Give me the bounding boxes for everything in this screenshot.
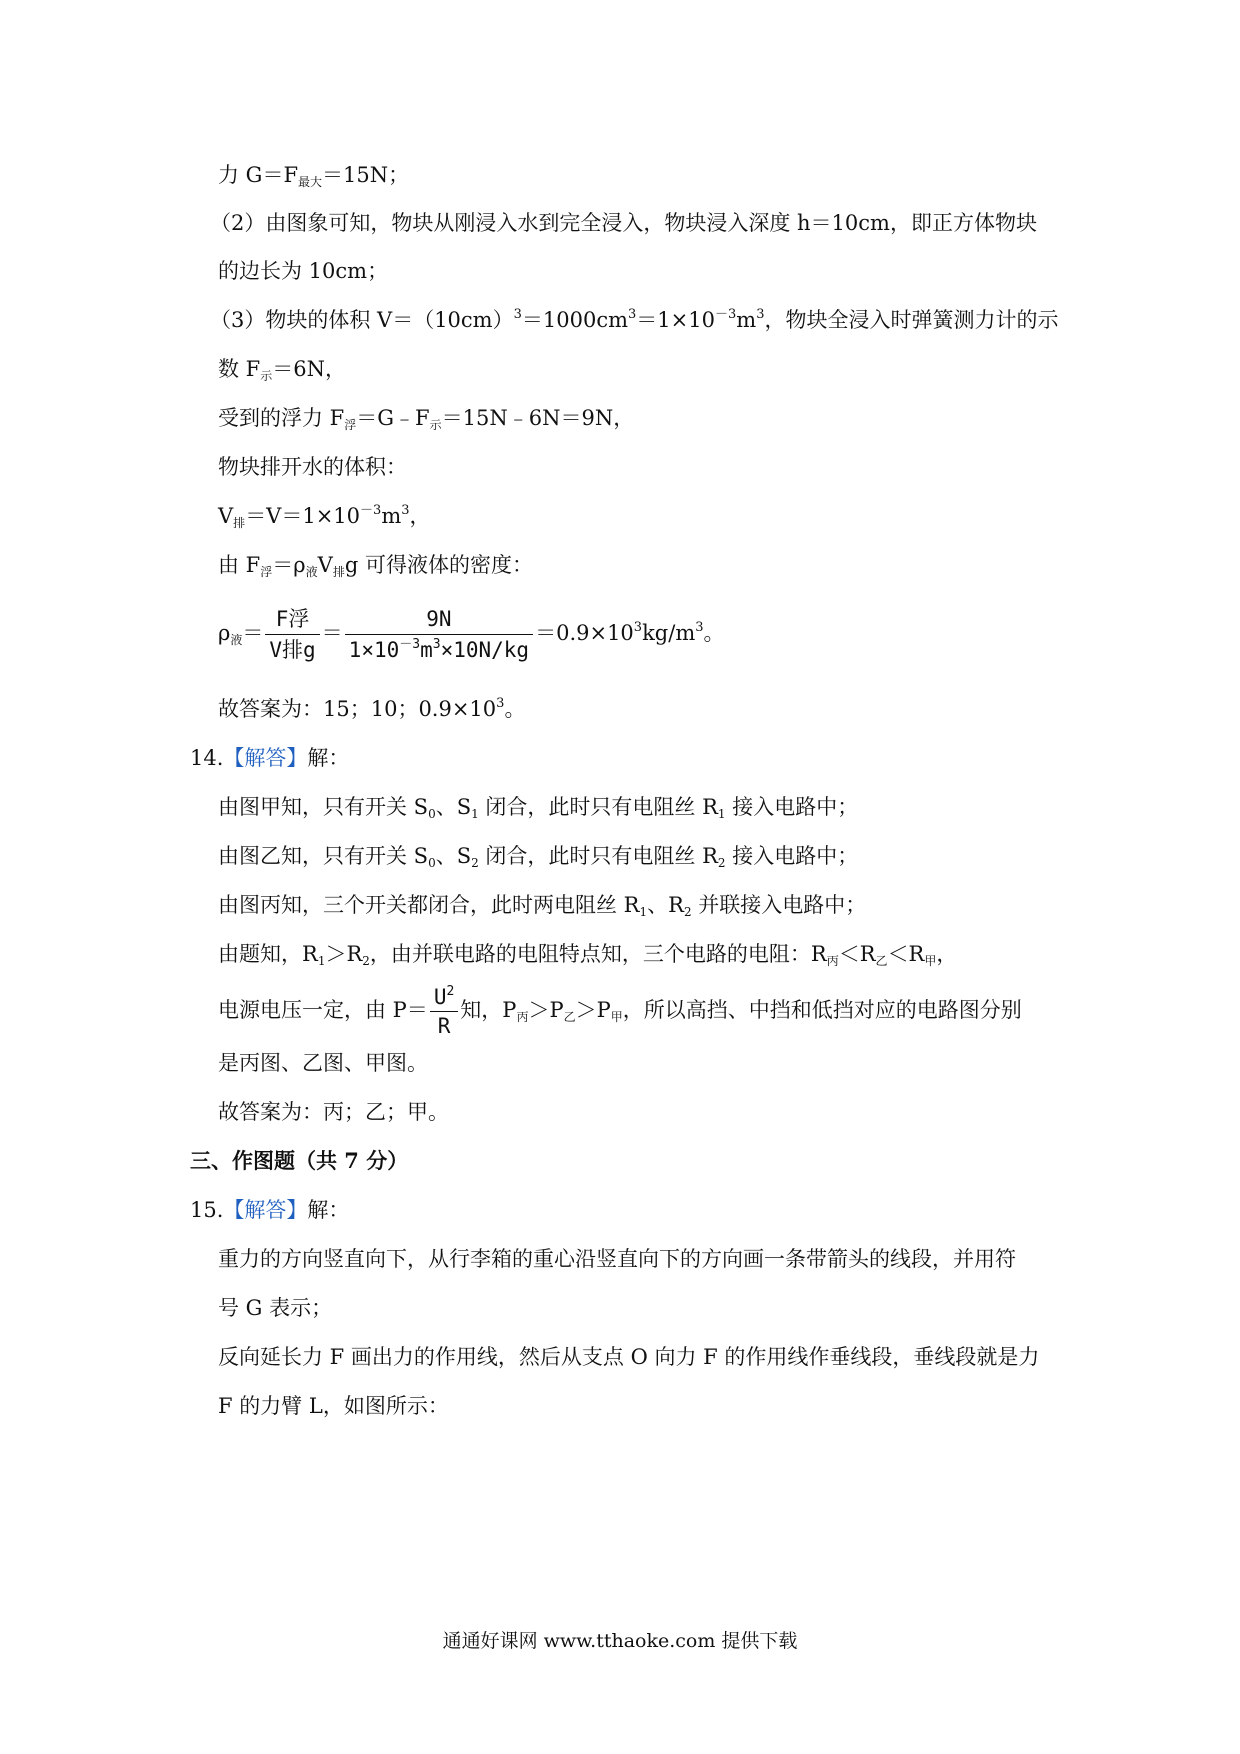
subscript: 示 <box>260 369 273 383</box>
subscript: 0 <box>428 807 436 821</box>
text: 由图丙知，三个开关都闭合，此时两电阻丝 R <box>218 893 640 917</box>
superscript: 3 <box>633 620 643 635</box>
subscript: 1 <box>317 954 326 968</box>
text: ＝6N， <box>272 357 347 381</box>
superscript: 3 <box>628 307 637 322</box>
numerator: F浮 <box>265 604 319 635</box>
text: ＝ <box>321 621 343 645</box>
text-line: （2）由图象可知，物块从刚浸入水到完全浸入，物块浸入深度 h＝10cm，即正方体物块 <box>210 211 1037 235</box>
subscript: 乙 <box>563 1010 576 1024</box>
subscript: 示 <box>429 418 442 432</box>
text: ＝ρ <box>272 553 306 577</box>
answer-tag: 【解答】 <box>223 1198 308 1222</box>
superscript: 3 <box>432 637 441 652</box>
fraction-power <box>430 983 458 1040</box>
fraction-values <box>345 604 533 665</box>
text: 故答案为：15；10；0.9×10 <box>218 697 497 721</box>
text-line: 是丙图、乙图、甲图。 <box>218 1051 428 1075</box>
subscript: 液 <box>230 633 243 647</box>
text-line: F 的力臂 L，如图所示： <box>218 1394 449 1418</box>
text-line <box>218 890 866 927</box>
text: ，所以高挡、中挡和低挡对应的电路图分别 <box>622 998 1022 1022</box>
text: 、S <box>435 795 472 819</box>
text-line <box>218 354 346 391</box>
subscript: 浮 <box>344 418 357 432</box>
denominator: V排g <box>269 638 316 662</box>
text: ＞P <box>575 998 611 1022</box>
subscript: 2 <box>471 856 479 870</box>
text: ， <box>936 942 958 966</box>
text-line: 重力的方向竖直向下，从行李箱的重心沿竖直向下的方向画一条带箭头的线段，并用符 <box>218 1247 1016 1271</box>
subscript: 丙 <box>826 954 839 968</box>
text: g 可得液体的密度： <box>344 553 533 577</box>
superscript: －3 <box>714 307 737 322</box>
text: ，由并联电路的电阻特点知，三个电路的电阻：R <box>369 942 827 966</box>
superscript: 3 <box>496 696 505 711</box>
text: 力 G＝F <box>218 163 299 187</box>
denominator: R <box>437 1014 451 1038</box>
text: ，物块全浸入时弹簧测力计的示 <box>764 308 1059 332</box>
text: 闭合，此时只有电阻丝 R <box>478 844 718 868</box>
denominator <box>345 635 533 665</box>
subscript: 甲 <box>610 1010 623 1024</box>
subscript: 1 <box>471 807 479 821</box>
text: 。 <box>504 697 526 721</box>
text: 电源电压一定，由 P＝ <box>218 998 428 1022</box>
formula-line <box>218 597 725 676</box>
text-line: 号 G 表示； <box>218 1296 333 1320</box>
question-15-heading <box>190 1195 349 1225</box>
superscript: －3 <box>360 503 382 518</box>
text: m <box>736 308 757 332</box>
text: 接入电路中； <box>725 795 859 819</box>
subscript: 排 <box>332 565 345 579</box>
text: 闭合，此时只有电阻丝 R <box>478 795 718 819</box>
subscript: 丙 <box>516 1010 529 1024</box>
text: 并联接入电路中； <box>691 893 867 917</box>
text-line <box>218 694 525 724</box>
text: m <box>381 504 402 528</box>
superscript: －3 <box>399 637 421 652</box>
text: 由 F <box>218 553 261 577</box>
text-line <box>218 841 858 878</box>
text: V <box>317 553 333 577</box>
text: 、S <box>435 844 472 868</box>
text: 、R <box>647 893 684 917</box>
text-line: 物块排开水的体积： <box>218 455 407 479</box>
text-line <box>210 305 1058 335</box>
text: 知，P <box>460 998 517 1022</box>
superscript: 3 <box>513 307 522 322</box>
subscript: 0 <box>428 856 436 870</box>
text: ＜R <box>887 942 925 966</box>
text: ＝V＝1×10 <box>245 504 361 528</box>
text: 数 F <box>218 357 261 381</box>
subscript: 乙 <box>875 954 888 968</box>
text-line <box>218 939 957 976</box>
subscript: 1 <box>717 807 726 821</box>
question-number: 15. <box>190 1198 224 1222</box>
text: ＞P <box>528 998 564 1022</box>
formula-line <box>218 975 1022 1052</box>
text: m <box>420 638 433 662</box>
text: ＝G﹣F <box>356 406 430 430</box>
question-number: 14. <box>190 746 224 770</box>
text: V <box>218 504 234 528</box>
subscript: 2 <box>717 856 726 870</box>
subscript: 2 <box>362 954 370 968</box>
numerator <box>430 983 458 1012</box>
subscript: 2 <box>683 905 692 919</box>
text-line <box>218 160 409 197</box>
text-line <box>218 550 533 587</box>
question-14-heading <box>190 743 349 773</box>
subscript: 浮 <box>260 565 273 579</box>
text: ρ <box>218 621 231 645</box>
text-line <box>218 792 858 829</box>
text-line <box>218 403 634 440</box>
text: 解： <box>307 746 350 770</box>
text-line: 故答案为：丙；乙；甲。 <box>218 1100 449 1124</box>
text: ＝ <box>242 621 264 645</box>
text: 接入电路中； <box>725 844 859 868</box>
superscript: 3 <box>695 620 704 635</box>
text: （3）物块的体积 V＝（10cm） <box>210 308 514 332</box>
text: 1×10 <box>348 638 400 662</box>
text-line: 反向延长力 F 画出力的作用线，然后从支点 O 向力 F 的作用线作垂线段，垂线段就是力 <box>218 1345 1040 1369</box>
text: ＝0.9×10 <box>535 621 634 645</box>
text: ＝1000cm <box>521 308 629 332</box>
text: 受到的浮力 F <box>218 406 345 430</box>
text: ， <box>409 504 431 528</box>
text: 。 <box>703 621 725 645</box>
text: U <box>433 985 447 1009</box>
text: 由图甲知，只有开关 S <box>218 795 429 819</box>
answer-tag: 【解答】 <box>223 746 308 770</box>
text: ＝15N﹣6N＝9N， <box>441 406 635 430</box>
text: ＝15N； <box>322 163 410 187</box>
superscript: 2 <box>446 984 455 999</box>
text: ×10N/kg <box>440 638 530 662</box>
text-line <box>218 501 431 538</box>
subscript: 1 <box>639 905 648 919</box>
text: ＞R <box>325 942 363 966</box>
section-heading: 三、作图题（共 7 分） <box>190 1148 409 1173</box>
subscript: 液 <box>305 565 318 579</box>
subscript: 最大 <box>298 175 323 189</box>
page-footer: 通通好课网 www.tthaoke.com 提供下载 <box>442 1630 798 1652</box>
text-line: 的边长为 10cm； <box>218 259 389 283</box>
numerator: 9N <box>345 604 533 635</box>
subscript: 甲 <box>924 954 937 968</box>
superscript: 3 <box>756 307 765 322</box>
text: 由图乙知，只有开关 S <box>218 844 429 868</box>
text: 解： <box>307 1198 350 1222</box>
text: kg/m <box>642 621 696 645</box>
fraction-buoyancy <box>265 604 319 665</box>
text: 由题知，R <box>218 942 318 966</box>
superscript: 3 <box>401 503 410 518</box>
text: ＝1×10 <box>636 308 715 332</box>
subscript: 排 <box>233 516 246 530</box>
text: ＜R <box>838 942 876 966</box>
